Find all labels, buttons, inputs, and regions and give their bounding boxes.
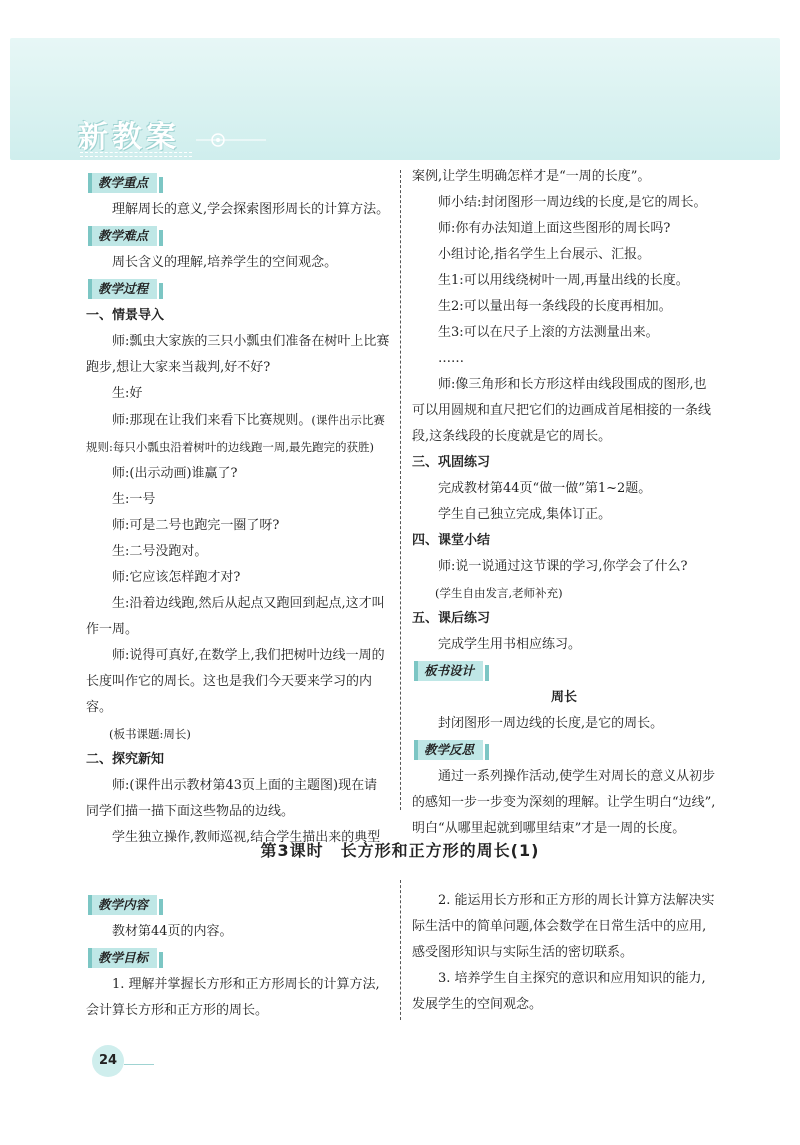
paragraph: 师:它应该怎样跑才对? [112,570,241,585]
paragraph: 师:说一说通过这节课的学习,你学会了什么? [438,559,688,574]
ornament-icon [196,130,266,150]
paragraph: …… [438,351,464,366]
paragraph: 生:好 [112,386,143,401]
focus-text: 理解周长的意义,学会探索图形周长的计算方法。 [112,202,390,217]
lesson-right-column [412,888,716,1018]
paragraph: 生:一号 [112,492,156,507]
reflect-heading: 教学反思 [414,740,483,760]
goal-item: 1. 理解并掌握长方形和正方形周长的计算方法,会计算长方形和正方形的周长。 [86,977,380,1018]
right-column [412,164,716,842]
paragraph: 生1:可以用线绕树叶一周,再量出线的长度。 [438,273,689,288]
paragraph: 师:你有办法知道上面这些图形的周长吗? [438,221,671,236]
section-heading: 四、课堂小结 [412,533,491,548]
section-heading: 三、巩固练习 [412,455,491,470]
paragraph: 案例,让学生明确怎样才是“一周的长度”。 [412,169,651,184]
difficulty-text: 周长含义的理解,培养学生的空间观念。 [112,255,338,270]
brand-title: 新教案 [78,120,180,155]
lesson-left-column [86,892,390,1024]
board-text: 封闭图形一周边线的长度,是它的周长。 [438,716,664,731]
paragraph: 师:可是二号也跑完一圈了呀? [112,518,280,533]
paragraph: 师:说得可真好,在数学上,我们把树叶边线一周的长度叫作它的周长。这也是我们今天要来学习的内容。 [86,648,385,715]
section-heading: 五、课后练习 [412,611,491,626]
brand-underline [80,152,192,157]
board-heading: 板书设计 [414,661,483,681]
left-column [86,170,390,851]
paragraph: 完成学生用书相应练习。 [438,637,582,652]
content-text: 教材第44页的内容。 [112,924,233,939]
focus-heading: 教学重点 [88,173,157,193]
section-heading: 二、探究新知 [86,752,165,767]
paragraph-note: (板书课题:周长) [109,727,191,741]
paragraph-note: (课件出示比赛规则:每只小瓢虫沿着树叶的边线跑一周,最先跑完的获胜) [86,413,385,454]
paragraph [86,407,390,461]
paragraph: 师小结:封闭图形一周边线的长度,是它的周长。 [438,195,707,210]
paragraph: 完成教材第44页“做一做”第1~2题。 [438,481,652,496]
board-title: 周长 [550,690,577,705]
difficulty-heading: 教学难点 [88,226,157,246]
lesson-title: 第3课时 长方形和正方形的周长(1) [260,841,540,860]
paragraph: 生2:可以量出每一条线段的长度再相加。 [438,299,672,314]
process-heading: 教学过程 [88,279,157,299]
paragraph: 师:像三角形和长方形这样由线段围成的图形,也可以用圆规和直尺把它们的边画成首尾相接的一条线段,这条线段的长度就是它的周长。 [412,377,712,444]
content-heading: 教学内容 [88,895,157,915]
paragraph-note: (学生自由发言,老师补充) [435,586,563,600]
paragraph: 师:(出示动画)谁赢了? [112,466,238,481]
reflect-text: 通过一系列操作活动,使学生对周长的意义从初步的感知一步一步变为深刻的理解。让学生明白“边线”,明白“从哪里起就到哪里结束”才是一周的长度。 [412,769,716,836]
paragraph: 学生独立操作,教师巡视,结合学生描出来的典型 [112,830,381,845]
column-divider [400,170,401,810]
goal-heading: 教学目标 [88,948,157,968]
paragraph-text: 师:那现在让我们来看下比赛规则。 [112,413,312,428]
page-number: 24 [92,1045,124,1077]
paragraph: 生3:可以在尺子上滚的方法测量出来。 [438,325,659,340]
section-heading: 一、情景导入 [86,308,165,323]
paragraph: 生:沿着边线跑,然后从起点又跑回到起点,这才叫作一周。 [86,596,385,637]
paragraph: 师:瓢虫大家族的三只小瓢虫们准备在树叶上比赛跑步,想让大家来当裁判,好不好? [86,334,390,375]
paragraph: 小组讨论,指名学生上台展示、汇报。 [438,247,651,262]
column-divider [400,880,401,1020]
goal-item: 2. 能运用长方形和正方形的周长计算方法解决实际生活中的简单问题,体会数学在日常生活中的应用,感受图形知识与实际生活的密切联系。 [412,893,715,960]
paragraph: 学生自己独立完成,集体订正。 [438,507,612,522]
paragraph: 生:二号没跑对。 [112,544,208,559]
paragraph: 师:(课件出示教材第43页上面的主题图)现在请同学们描一描下面这些物品的边线。 [86,778,378,819]
goal-item: 3. 培养学生自主探究的意识和应用知识的能力,发展学生的空间观念。 [412,971,706,1012]
page-number-line [124,1064,154,1065]
